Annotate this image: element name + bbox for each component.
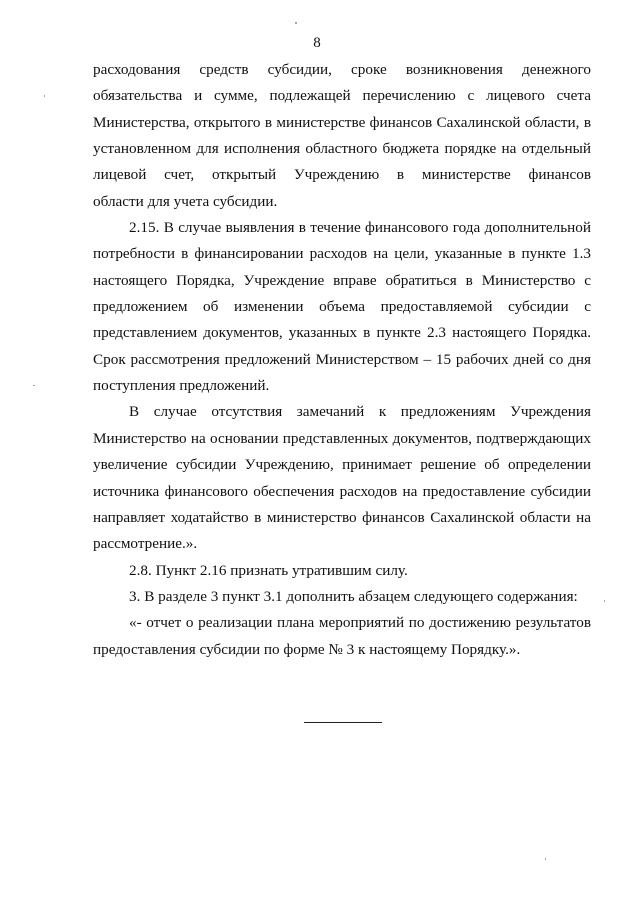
text-line: увеличение субсидии Учреждению, принимает решение об определении xyxy=(93,456,591,474)
scan-speck xyxy=(44,95,45,97)
text-line: предложением об изменении объема предоставляемой субсидии с xyxy=(93,298,591,316)
text-line: Министерство на основании представленных документов, подтверждающих xyxy=(93,429,591,447)
text-line: 2.15. В случае выявления в течение финансового года дополнительной xyxy=(129,219,591,237)
text-line: предоставления субсидии по форме № 3 к настоящему Порядку.». xyxy=(93,640,521,658)
text-line: представлением документов, указанных в пункте 2.3 настоящего Порядка. xyxy=(93,324,591,342)
scan-speck xyxy=(295,22,297,24)
page-number: 8 xyxy=(313,35,321,51)
text-line: «- отчет о реализации плана мероприятий по достижению результатов xyxy=(129,614,591,632)
scan-speck xyxy=(33,385,35,386)
text-line: В случае отсутствия замечаний к предложениям Учреждения xyxy=(129,403,591,421)
document-body xyxy=(93,57,591,663)
scan-speck xyxy=(604,600,605,602)
text-line: Срок рассмотрения предложений Министерством – 15 рабочих дней со дня xyxy=(93,350,591,368)
text-line: области для учета субсидии. xyxy=(93,192,278,210)
text-line: 3. В разделе 3 пункт 3.1 дополнить абзацем следующего содержания: xyxy=(129,587,578,605)
text-line: лицевой счет, открытый Учреждению в министерстве финансов xyxy=(93,166,591,184)
text-line: настоящего Порядка, Учреждение вправе обратиться в Министерство с xyxy=(93,271,591,289)
text-line: поступления предложений. xyxy=(93,377,270,395)
text-line: 2.8. Пункт 2.16 признать утратившим силу. xyxy=(129,561,408,579)
text-line: расходования средств субсидии, сроке возникновения денежного xyxy=(93,61,591,78)
text-line: источника финансового обеспечения расходов на предоставление субсидии xyxy=(93,482,591,500)
text-line: потребности в финансировании расходов на цели, указанные в пункте 1.3 xyxy=(93,245,591,263)
scan-speck xyxy=(545,858,546,860)
text-line: обязательства и сумме, подлежащей перечислению с лицевого счета xyxy=(93,87,591,105)
text-line: направляет ходатайство в министерство финансов Сахалинской области на xyxy=(93,508,591,526)
text-line: установленном для исполнения областного бюджета порядке на отдельный xyxy=(93,140,591,158)
closing-separator-line xyxy=(304,722,382,723)
text-line: Министерства, открытого в министерстве финансов Сахалинской области, в xyxy=(93,113,591,131)
text-line: рассмотрение.». xyxy=(93,535,198,553)
